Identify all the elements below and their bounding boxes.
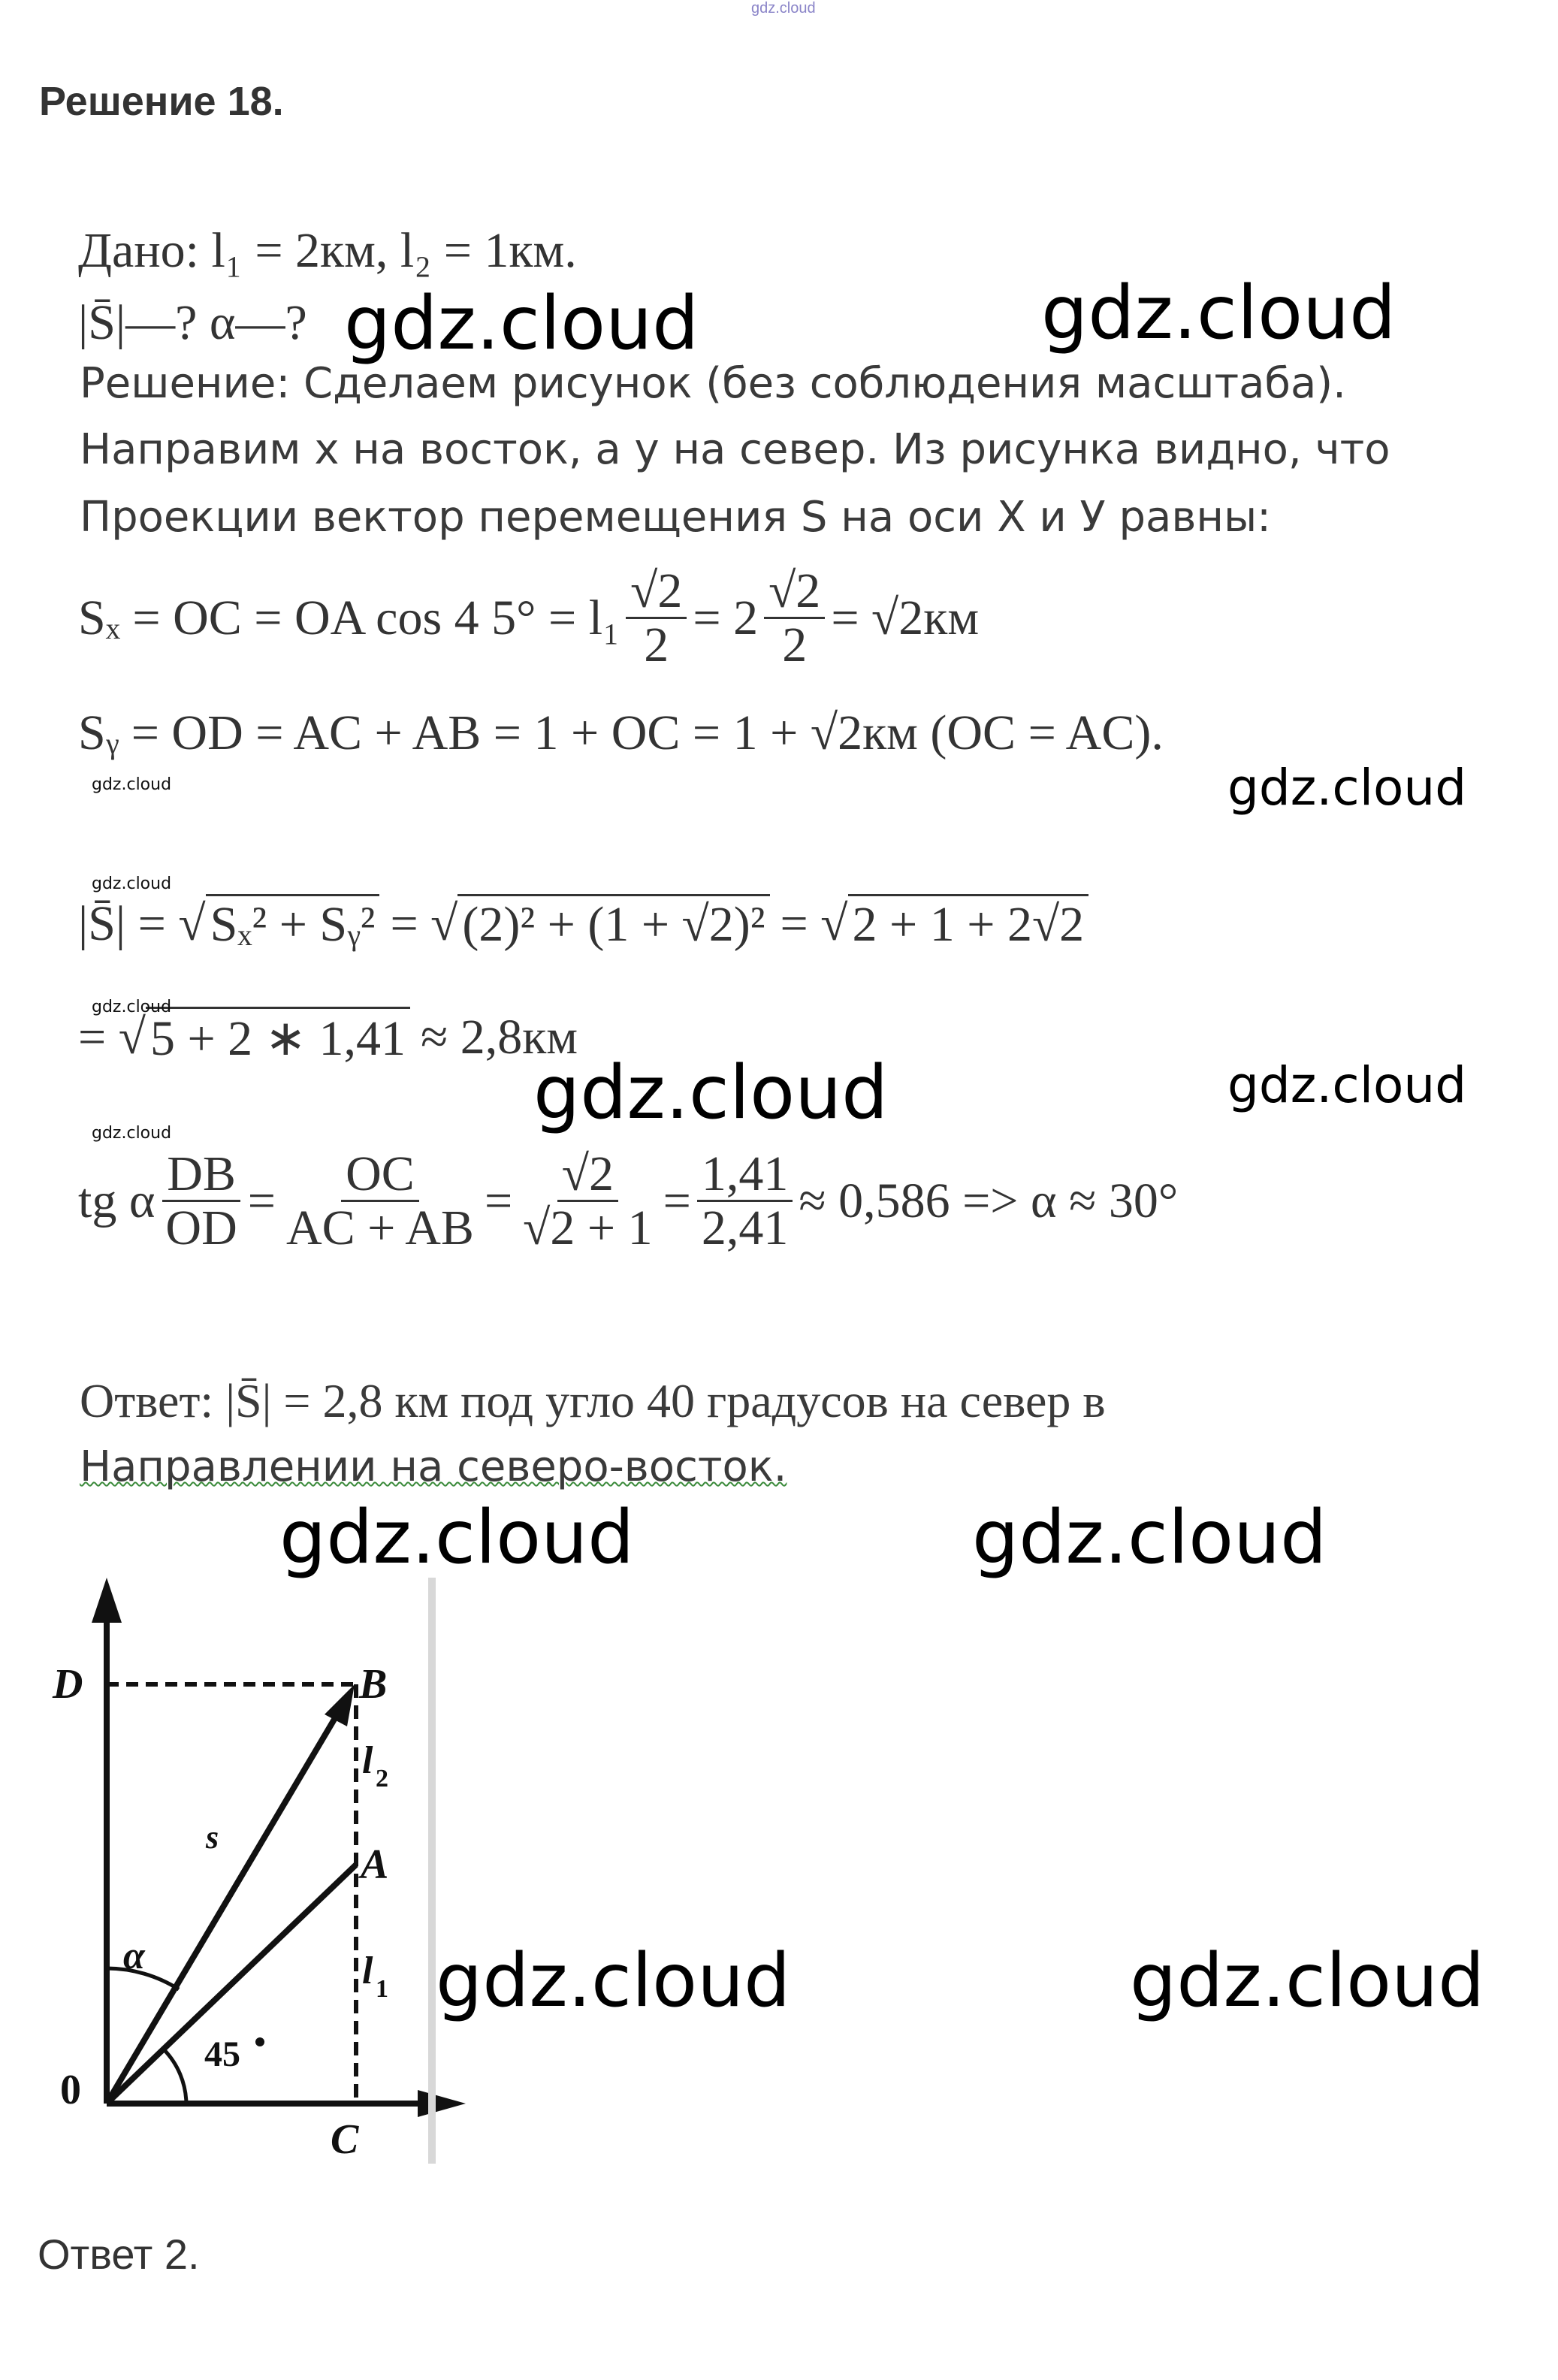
smag2-radicand: 5 + 2 ∗ 1,41 (146, 1007, 410, 1068)
solution-text-2: Направим x на восток, а y на север. Из рисунка видно, что (80, 425, 1390, 474)
watermark-4: gdz.cloud (533, 1050, 889, 1136)
sx-fraction-1 (626, 565, 687, 672)
sx-frac1-den: 2 (644, 618, 669, 673)
watermark-small-3: gdz.cloud (92, 998, 172, 1016)
tg-f1-num: DB (162, 1148, 240, 1202)
sx-fraction-2 (764, 565, 825, 672)
smag2-b: ≈ 2,8км (420, 1009, 578, 1065)
tg-eq3: = (663, 1173, 691, 1228)
tg-fraction-1 (161, 1148, 241, 1255)
smag1-radicand-3: 2 + 1 + 2√2 (848, 894, 1089, 953)
answer-line-1: Ответ: |S̄| = 2,8 км под угло 40 градусов на север в (80, 1374, 1106, 1427)
footer-answer: Ответ 2. (38, 2230, 200, 2278)
formula-tg-alpha (78, 1148, 1178, 1255)
tg-eq1: = (247, 1173, 276, 1228)
tg-f4-den: 2,41 (701, 1201, 789, 1256)
degree-dot (255, 2037, 264, 2046)
tg-fraction-3 (518, 1148, 657, 1255)
label-l1: l (362, 1950, 373, 1992)
watermark-small-2: gdz.cloud (92, 874, 172, 893)
smag1-a: |S̄| = √ (78, 896, 206, 951)
watermark-8: gdz.cloud (436, 1938, 791, 2024)
top-watermark: gdz.cloud (751, 0, 816, 17)
given-line-2: |S̄|—? α—? (78, 295, 307, 350)
diagram-side-rule (428, 1578, 436, 2164)
smag1-radicand-1: Sₓ² + Sᵧ² (206, 894, 380, 953)
watermark-1: gdz.cloud (344, 281, 699, 367)
smag1-b: = √ (390, 896, 458, 951)
watermark-9: gdz.cloud (1130, 1938, 1485, 2024)
label-c: C (331, 2116, 359, 2163)
tg-fraction-2 (282, 1148, 479, 1255)
sx-frac2-den: 2 (782, 618, 808, 673)
x-axis-arrow (418, 2090, 466, 2117)
label-45: 45 (204, 2034, 240, 2074)
label-d: D (53, 1661, 83, 1708)
label-a: A (361, 1841, 389, 1888)
watermark-2: gdz.cloud (1041, 270, 1396, 356)
sx-frac2-num: √2 (764, 565, 825, 619)
sx-rhs: = √2км (831, 590, 980, 645)
sx-frac1-num: √2 (626, 565, 687, 619)
tg-f3-den: √2 + 1 (523, 1201, 653, 1256)
label-l2-sub: 2 (376, 1765, 388, 1793)
vector-s-arrow (325, 1684, 355, 1726)
answer-line-2: Направлении на северо-восток. (80, 1442, 787, 1491)
smag2-a: = √ (78, 1009, 146, 1065)
sx-lhs: Sₓ = OC = OA cos 4 5° = l₁ (78, 590, 620, 645)
label-s: s (206, 1819, 219, 1856)
vector-diagram (45, 1578, 466, 2164)
formula-s-magnitude-1 (78, 894, 1088, 953)
label-l1-sub: 1 (376, 1975, 388, 2003)
solution-text-3: Проекции вектор перемещения S на оси X и У равны: (80, 493, 1272, 542)
tg-lhs: tg α (78, 1173, 155, 1228)
solution-text-1: Решение: Сделаем рисунок (без соблюдения масштаба). (80, 359, 1346, 408)
watermark-6: gdz.cloud (279, 1495, 635, 1581)
watermark-7: gdz.cloud (972, 1495, 1327, 1581)
label-l2: l (362, 1739, 373, 1782)
tg-rhs: ≈ 0,586 => α ≈ 30° (799, 1173, 1179, 1228)
formula-sx (78, 565, 979, 672)
watermark-5: gdz.cloud (1227, 1056, 1467, 1114)
angle-45-arc (164, 2049, 186, 2104)
tg-f3-num: √2 (557, 1148, 618, 1202)
smag1-c: = √ (780, 896, 848, 951)
given-line-1: Дано: l₁ = 2км, l₂ = 1км. (78, 223, 577, 278)
tg-f2-den: AC + AB (285, 1201, 474, 1256)
tg-fraction-4 (697, 1148, 793, 1255)
formula-sy: Sᵧ = OD = AC + AB = 1 + OC = 1 + √2км (OC = AC). (78, 705, 1164, 760)
label-alpha: α (123, 1935, 145, 1977)
sx-mid: = 2 (693, 590, 759, 645)
watermark-small-4: gdz.cloud (92, 1124, 172, 1143)
smag1-radicand-2: (2)² + (1 + √2)² (457, 894, 769, 953)
watermark-3: gdz.cloud (1227, 759, 1467, 817)
label-b: B (359, 1661, 388, 1708)
y-axis-arrow (92, 1578, 122, 1623)
tg-f4-num: 1,41 (697, 1148, 793, 1202)
label-o: 0 (60, 2067, 81, 2113)
solution-heading: Решение 18. (39, 79, 284, 124)
tg-f1-den: OD (165, 1201, 237, 1256)
tg-eq2: = (484, 1173, 513, 1228)
tg-f2-num: OC (341, 1148, 419, 1202)
watermark-small-1: gdz.cloud (92, 775, 172, 794)
